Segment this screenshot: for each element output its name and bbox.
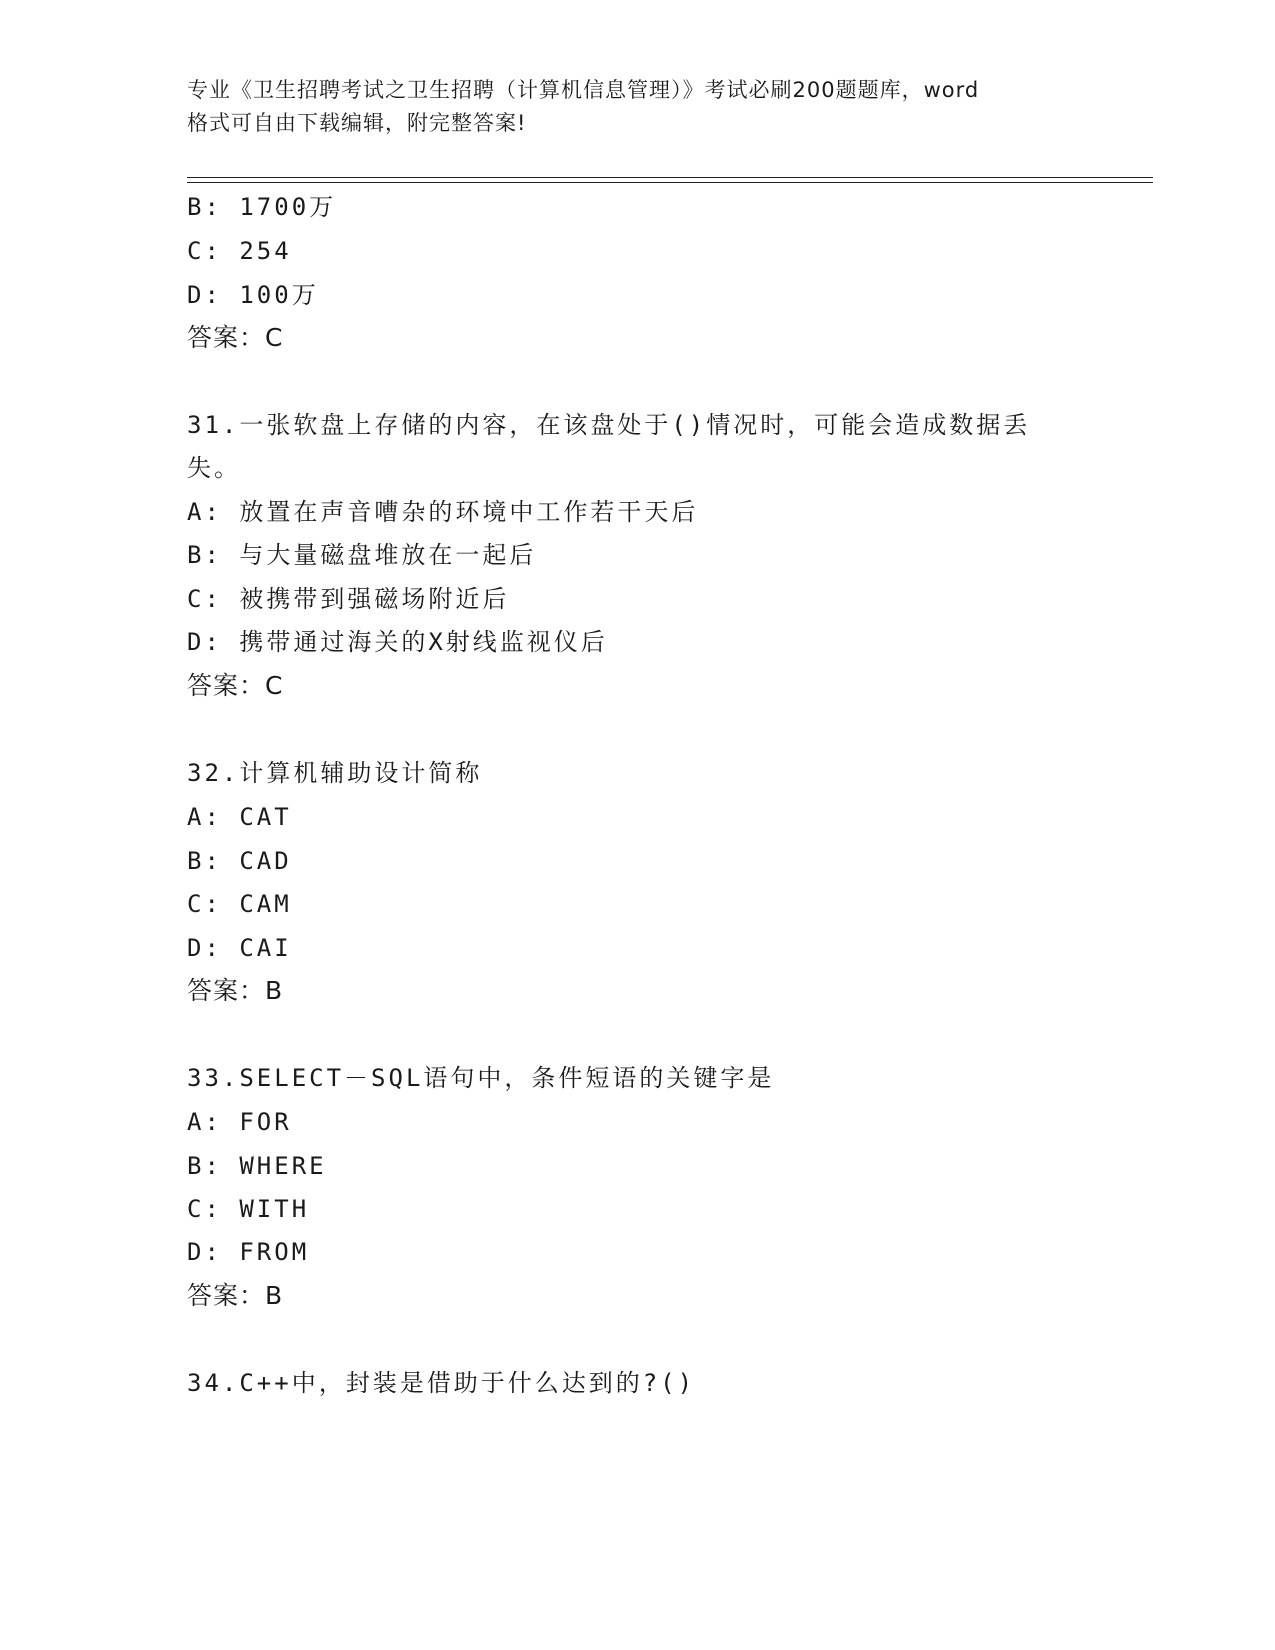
option-a: A: CAT xyxy=(187,803,292,831)
option-a: A: 放置在声音嘈杂的环境中工作若干天后 xyxy=(187,498,699,526)
option-b: B: 与大量磁盘堆放在一起后 xyxy=(187,541,537,569)
option-c: C: WITH xyxy=(187,1195,310,1223)
option-c: C: 被携带到强磁场附近后 xyxy=(187,585,510,613)
option-d: D: CAI xyxy=(187,934,292,962)
answer: 答案：B xyxy=(187,1281,284,1310)
option-b: B: WHERE xyxy=(187,1152,327,1180)
option-c: C: CAM xyxy=(187,890,292,918)
option-d: D: 100万 xyxy=(187,281,319,309)
header-divider-bottom xyxy=(187,182,1153,183)
option-b: B: 1700万 xyxy=(187,193,337,221)
question-stem: 34.C++中，封装是借助于什么达到的?() xyxy=(187,1369,696,1397)
question-stem: 32.计算机辅助设计简称 xyxy=(187,759,483,787)
option-a: A: FOR xyxy=(187,1108,292,1136)
answer: 答案：C xyxy=(187,671,284,700)
option-c: C: 254 xyxy=(187,237,292,265)
document-header xyxy=(187,74,1087,140)
header-line-1: 专业《卫生招聘考试之卫生招聘（计算机信息管理）》考试必刷200题题库，word xyxy=(187,78,980,102)
header-line-2: 格式可自由下载编辑，附完整答案! xyxy=(187,111,527,135)
option-b: B: CAD xyxy=(187,847,292,875)
answer: 答案：C xyxy=(187,323,284,352)
question-stem: 33.SELECT－SQL语句中，条件短语的关键字是 xyxy=(187,1064,775,1092)
answer: 答案：B xyxy=(187,976,284,1005)
option-d: D: FROM xyxy=(187,1238,310,1266)
option-d: D: 携带通过海关的X射线监视仪后 xyxy=(187,628,608,656)
header-divider-top xyxy=(187,177,1153,178)
question-stem-continued: 失。 xyxy=(187,454,241,482)
question-stem: 31.一张软盘上存储的内容，在该盘处于()情况时，可能会造成数据丢 xyxy=(187,411,1031,439)
